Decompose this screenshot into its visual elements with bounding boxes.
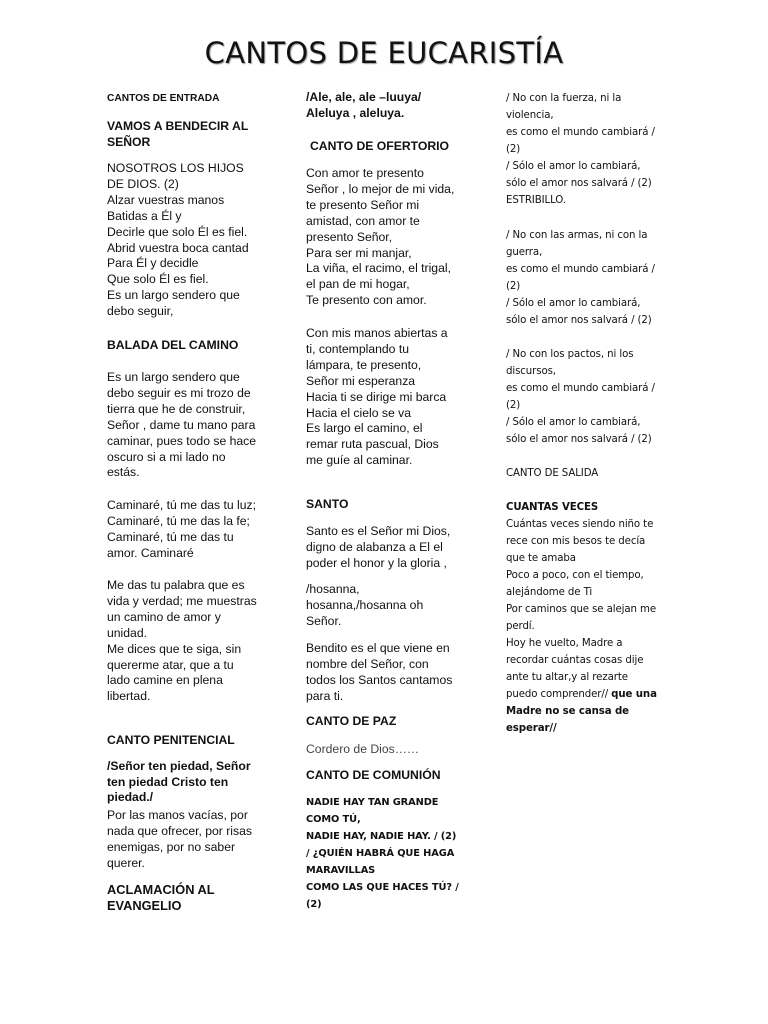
section-heading-aclamacion: ACLAMACIÓN AL EVANGELIO xyxy=(107,882,215,913)
section-heading-penitencial: CANTO PENITENCIAL xyxy=(107,733,235,747)
song-lyrics-balada-verse-1: Es un largo sendero que debo seguir es mi trozo de tierra que he de construir, Señor , dame tu mano para caminar, pues todo se hace oscuro si a mi lado no estás. xyxy=(107,370,257,480)
song-lyrics-santo-1: Santo es el Señor mi Dios, digno de alabanza a El el poder el honor y la gloria , xyxy=(306,524,451,570)
song-lyrics-balada-chorus: Caminaré, tú me das tu luz; Caminaré, tú me das la fe; Caminaré, tú me das tu amor. Caminaré xyxy=(107,498,257,560)
song-lyrics-aleluya: /Ale, ale, ale –luuya/ Aleluya , aleluya. xyxy=(306,90,422,120)
song-lyrics-penitencial-refrain: /Señor ten piedad, Señor ten piedad Cristo ten piedad./ xyxy=(107,759,251,805)
section-heading-salida: CANTO DE SALIDA xyxy=(506,468,599,479)
song-lyrics-estrofa-1: / No con la fuerza, ni la violencia, es como el mundo cambiará / (2) / Sólo el amor lo cambiará, sólo el amor nos salvará / (2) ESTRIBILLO. xyxy=(506,93,655,206)
song-lyrics-penitencial: Por las manos vacías, por nada que ofrecer, por risas enemigas, por no saber querer. xyxy=(107,808,252,870)
song-lyrics-estrofa-3: / No con los pactos, ni los discursos, es como el mundo cambiará / (2) / Sólo el amor lo cambiará, sólo el amor nos salvará / (2) xyxy=(506,349,655,445)
section-heading-ofertorio: CANTO DE OFERTORIO xyxy=(310,139,450,153)
section-heading-entrada: CANTOS DE ENTRADA xyxy=(107,93,220,104)
song-lyrics-santo-2: /hosanna, hosanna,/hosanna oh Señor. xyxy=(306,582,424,628)
song-lyrics-cuantas-veces xyxy=(506,516,682,737)
song-title-vamos-a-bendecir: VAMOS A BENDECIR AL SEÑOR xyxy=(107,119,249,149)
song-lyrics-cuantas-veces-bold: que una Madre no se cansa de esperar// xyxy=(506,689,657,734)
song-title-balada-del-camino: BALADA DEL CAMINO xyxy=(107,338,239,352)
song-lyrics-santo-3: Bendito es el que viene en nombre del Señor, con todos los Santos cantamos para ti. xyxy=(306,641,453,703)
song-lyrics-comunion: NADIE HAY TAN GRANDE COMO TÚ, NADIE HAY, NADIE HAY. / (2) / ¿QUIÉN HABRÁ QUE HAGA MARAVILLAS COMO LAS QUE HACES TÚ? / (2) xyxy=(306,797,459,910)
section-heading-santo: SANTO xyxy=(306,497,349,511)
song-lyrics-paz: Cordero de Dios…… xyxy=(306,742,420,756)
section-heading-paz: CANTO DE PAZ xyxy=(306,714,397,728)
song-lyrics-cuantas-veces-text: Cuántas veces siendo niño te rece con mis besos te decía que te amaba Poco a poco, con el tiempo, alejándome de Ti Por caminos que se alejan me perdí. Hoy he vuelto, Madre a recordar cuántas cosas dije ante tu altar,y al rezarte puedo comprender// xyxy=(506,519,657,700)
song-lyrics-ofertorio-2: Con mis manos abiertas a ti, contemplando tu lámpara, te presento, Señor mi esperanza Hacia ti se dirige mi barca Hacia el cielo se va Es largo el camino, el remar ruta pascual, Dios me guíe al caminar. xyxy=(306,326,448,468)
song-title-cuantas-veces: CUANTAS VECES xyxy=(506,502,599,513)
page-title: CANTOS DE EUCARISTÍA xyxy=(204,36,564,70)
song-lyrics-vamos-a-bendecir: NOSOTROS LOS HIJOS DE DIOS. (2) Alzar vuestras manos Batidas a Él y Decirle que solo Él es fiel. Abrid vuestra boca cantad Para Él y decidle Que solo Él es fiel. Es un largo sendero que debo seguir, xyxy=(107,161,249,319)
section-heading-comunion: CANTO DE COMUNIÓN xyxy=(306,768,441,782)
song-lyrics-balada-verse-2: Me das tu palabra que es vida y verdad; me muestras un camino de amor y unidad. Me dices que te siga, sin quererme atar, que a tu lado camine en plena libertad. xyxy=(107,578,257,704)
song-lyrics-ofertorio-1: Con amor te presento Señor , lo mejor de mi vida, te presento Señor mi amistad, con amor te presento Señor, Para ser mi manjar, La viña, el racimo, el trigal, el pan de mi hogar, Te presento con amor. xyxy=(306,166,455,308)
song-lyrics-estrofa-2: / No con las armas, ni con la guerra, es como el mundo cambiará / (2) / Sólo el amor lo cambiará, sólo el amor nos salvará / (2) xyxy=(506,230,655,326)
